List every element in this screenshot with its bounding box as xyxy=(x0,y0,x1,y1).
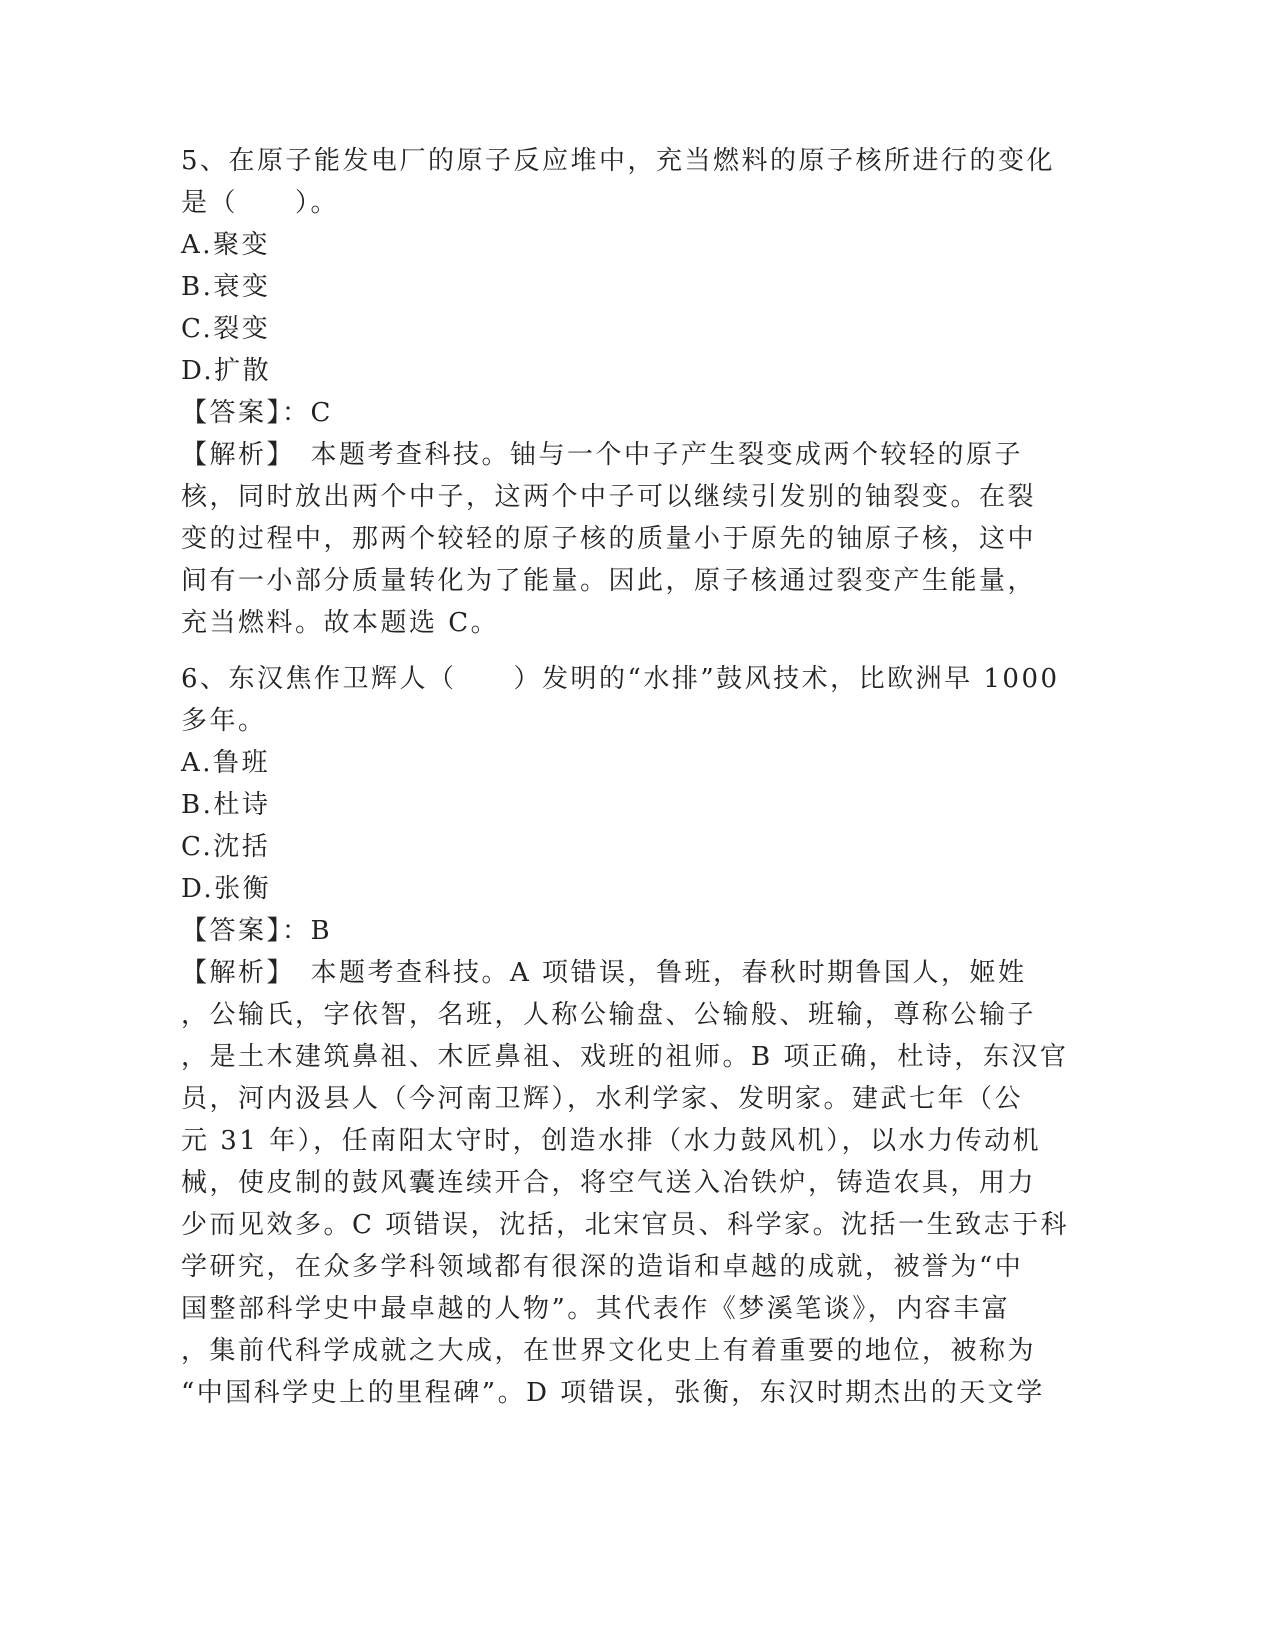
option-b: B.衰变 xyxy=(181,272,271,302)
analysis-line: 元 31 年），任南阳太守时，创造水排（水力鼓风机），以水力传动机 xyxy=(181,1126,1042,1156)
analysis-line: 少而见效多。C 项错误，沈括，北宋官员、科学家。沈括一生致志于科 xyxy=(181,1210,1070,1240)
question-stem-line: 是（ ）。 xyxy=(181,188,340,218)
analysis-line: 变的过程中，那两个较轻的原子核的质量小于原先的铀原子核，这中 xyxy=(181,524,1037,554)
option-c: C.沈括 xyxy=(181,832,271,862)
analysis-line: 核，同时放出两个中子，这两个中子可以继续引发别的铀裂变。在裂 xyxy=(181,482,1037,512)
option-c: C.裂变 xyxy=(181,314,271,344)
analysis-line: 充当燃料。故本题选 C。 xyxy=(181,608,500,638)
analysis-line: ，是土木建筑鼻祖、木匠鼻祖、戏班的祖师。B 项正确，杜诗，东汉官 xyxy=(181,1042,1069,1072)
option-a: A.鲁班 xyxy=(181,748,271,778)
answer-line: 【答案】：B xyxy=(181,916,333,946)
option-d: D.扩散 xyxy=(181,356,272,386)
analysis-line: 学研究，在众多学科领域都有很深的造诣和卓越的成就，被誉为“中 xyxy=(181,1252,1024,1282)
question-6 xyxy=(181,658,1070,1414)
analysis-line: 员，河内汲县人（今河南卫辉），水利学家、发明家。建武七年（公 xyxy=(181,1084,1024,1114)
option-b: B.杜诗 xyxy=(181,790,271,820)
analysis-line: “中国科学史上的里程碑”。D 项错误，张衡，东汉时期杰出的天文学 xyxy=(181,1378,1045,1408)
answer-line: 【答案】：C xyxy=(181,398,333,428)
question-5 xyxy=(181,140,1056,644)
analysis-line: 【解析】 本题考查科技。铀与一个中子产生裂变成两个较轻的原子 xyxy=(181,440,1024,470)
document-page xyxy=(181,140,1070,1414)
option-d: D.张衡 xyxy=(181,874,272,904)
analysis-line: 间有一小部分质量转化为了能量。因此，原子核通过裂变产生能量， xyxy=(181,566,1037,596)
question-stem-line: 5、在原子能发电厂的原子反应堆中，充当燃料的原子核所进行的变化 xyxy=(181,146,1056,176)
option-a: A.聚变 xyxy=(181,230,271,260)
analysis-line: ，公输氏，字依智，名班，人称公输盘、公输般、班输，尊称公输子 xyxy=(181,1000,1037,1030)
question-stem-line: 6、东汉焦作卫辉人（ ）发明的“水排”鼓风技术，比欧洲早 1000 xyxy=(181,664,1060,694)
question-stem-line: 多年。 xyxy=(181,706,267,736)
analysis-line: ，集前代科学成就之大成，在世界文化史上有着重要的地位，被称为 xyxy=(181,1336,1037,1366)
analysis-line: 【解析】 本题考查科技。A 项错误，鲁班，春秋时期鲁国人，姬姓 xyxy=(181,958,1027,988)
analysis-line: 国整部科学史中最卓越的人物”。其代表作《梦溪笔谈》，内容丰富 xyxy=(181,1294,1011,1324)
analysis-line: 械，使皮制的鼓风囊连续开合，将空气送入冶铁炉，铸造农具，用力 xyxy=(181,1168,1037,1198)
